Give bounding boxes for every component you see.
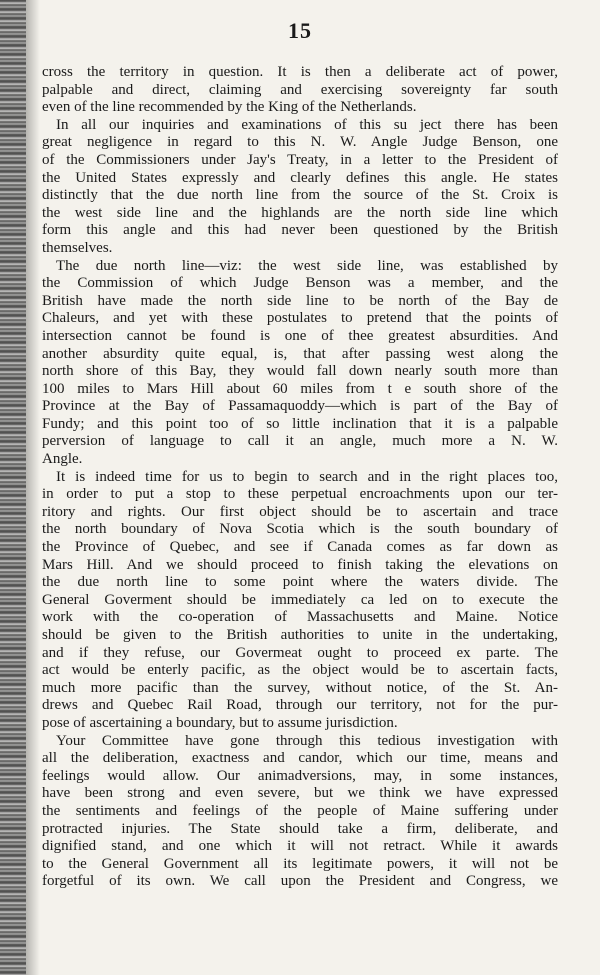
text-line: protracted injuries. The State should take a firm, deliberate, and [42,820,558,837]
text-line: British have made the north side line to be north of the Bay de [42,292,558,309]
text-line: the west side line and the highlands are the north side line which [42,204,558,221]
text-line: north shore of this Bay, they would fall down nearly south more than [42,363,558,380]
text-line: forgetful of its own. We call upon the President and Congress, we [42,873,558,890]
text-line: perversion of language to call it an angle, much more a N. W. [42,433,558,450]
text-line: Fundy; and this point too of so little inclination that it is a palpable [42,415,558,432]
text-line: and if they refuse, our Govermeat ought to proceed ex parte. The [42,644,558,661]
text-line: dignified stand, and one which it will not retract. While it awards [42,838,558,855]
text-line: in order to put a stop to these perpetual encroachments upon our ter- [42,486,558,503]
text-line: General Goverment should be immediately ca led on to execute the [42,591,558,608]
text-line: of the Commissioners under Jay's Treaty, in a letter to the President of [42,151,558,168]
text-line: themselves. [42,239,113,256]
text-line: The due north line—viz: the west side line, was established by [56,257,558,274]
text-line: Your Committee have gone through this tedious investigation with [56,732,558,749]
text-line: work with the co-operation of Massachusetts and Maine. Notice [42,609,558,626]
text-line: the Province of Quebec, and see if Canada comes as far down as [42,539,558,556]
text-line: great negligence in regard to this N. W. Angle Judge Benson, one [42,134,558,151]
text-line: It is indeed time for us to begin to search and in the right places too, [56,468,558,485]
text-line: intersection cannot be found is one of thee greatest absurdities. And [42,327,558,344]
binding-shadow [26,0,40,975]
text-line: Province at the Bay of Passamaquoddy—which is part of the Bay of [42,398,558,415]
text-line: 100 miles to Mars Hill about 60 miles from t e south shore of the [42,380,558,397]
text-line: the Commission of which Judge Benson was a member, and the [42,275,558,292]
body-text [42,64,558,891]
text-line: the United States expressly and clearly defines this angle. He states [42,169,558,186]
text-line: should be given to the British authorities to unite in the undertaking, [42,627,558,643]
text-line: form this angle and this had never been questioned by the British [42,222,558,239]
text-line: ritory and rights. Our first object should be to ascertain and trace [42,503,558,520]
text-line: drews and Quebec Rail Road, through our territory, not for the pur- [42,697,558,714]
text-line: feelings would allow. Our animadversions, may, in some instances, [42,767,558,784]
text-line: In all our inquiries and examinations of this su ject there has been [56,116,558,133]
text-line: the due north line to some point where the waters divide. The [42,574,558,591]
text-line: to the General Government all its legitimate powers, it will not be [42,855,558,872]
text-line: even of the line recommended by the King of the Netherlands. [42,99,417,116]
text-line: pose of ascertaining a boundary, but to assume jurisdiction. [42,714,398,731]
text-line: have been strong and even severe, but we think we have expressed [42,785,558,802]
text-line: another absurdity quite equal, is, that after passing west along the [42,345,558,362]
text-line: Mars Hill. And we should proceed to finish taking the elevations on [42,556,558,573]
book-binding-edge [0,0,26,975]
page-number: 15 [288,18,312,43]
text-line: distinctly that the due north line from the source of the St. Croix is [42,187,558,204]
text-line: all the deliberation, exactness and candor, which our time, means and [42,750,558,767]
text-line: the sentiments and feelings of the people of Maine suffering under [42,802,558,819]
text-line: Chaleurs, and yet with these postulates to pretend that the points of [42,310,558,327]
text-line: act would be enterly pacific, as the object would be to ascertain facts, [42,662,558,679]
text-line: palpable and direct, claiming and exercising sovereignty far south [42,81,558,98]
text-line: cross the territory in question. It is then a deliberate act of power, [42,64,558,80]
text-line: much more pacific than the survey, without notice, of the St. An- [42,679,558,696]
text-line: the north boundary of Nova Scotia which is the south boundary of [42,521,558,538]
text-line: Angle. [42,451,83,468]
